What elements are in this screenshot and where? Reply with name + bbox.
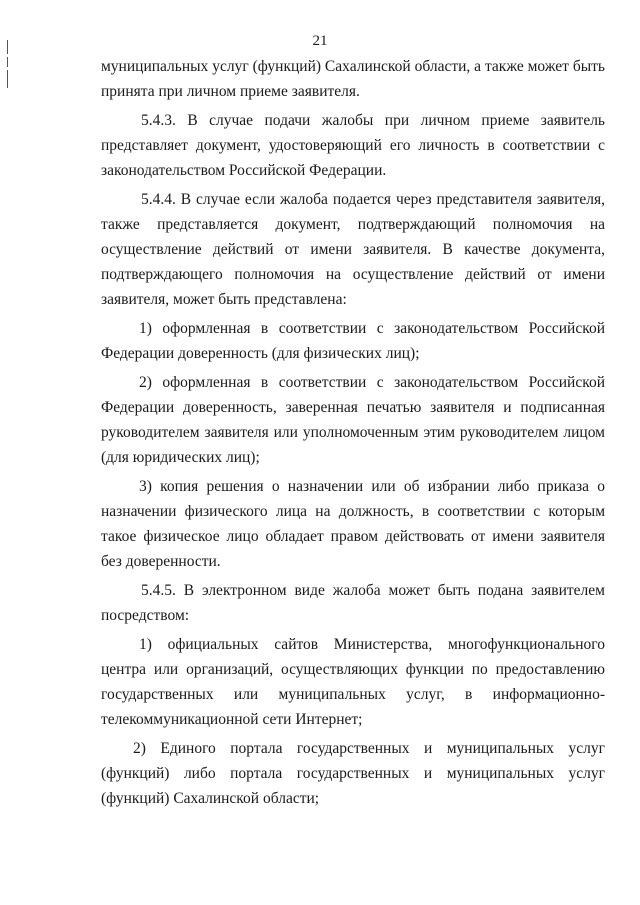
list-item-1-official-sites: 1) официальных сайтов Министерства, многофункционального центра или организаций, осуществляющих функции по предоставлению государственных или муниципальных услуг, в информационно-телекоммуникационной сети Интернет; — [101, 636, 605, 728]
paragraph-5-4-3: 5.4.3. В случае подачи жалобы при личном приеме заявитель представляет документ, удостоверяющий его личность в соответствии с законодательством Российской Федерации. — [101, 112, 605, 179]
document-body — [101, 54, 605, 811]
paragraph-continuation: муниципальных услуг (функций) Сахалинской области, а также может быть принята при личном приеме заявителя. — [101, 58, 605, 100]
paragraph-5-4-5: 5.4.5. В электронном виде жалоба может быть подана заявителем посредством: — [101, 582, 605, 624]
list-item-3-appointment-copy: 3) копия решения о назначении или об избрании либо приказа о назначении физического лица на должность, в соответствии с которым такое физическое лицо обладает правом действовать от имени заявителя без доверенности. — [101, 478, 605, 570]
list-item-1-individuals: 1) оформленная в соответствии с законодательством Российской Федерации доверенность (для физических лиц); — [101, 320, 605, 362]
list-item-2-unified-portal: 2) Единого портала государственных и муниципальных услуг (функций) либо портала государственных и муниципальных услуг (функций) Сахалинской области; — [101, 740, 605, 807]
page-number: 21 — [312, 33, 328, 49]
paragraph-5-4-4: 5.4.4. В случае если жалоба подается через представителя заявителя, также представляется документ, подтверждающий полномочия на осуществление действий от имени заявителя. В качестве документа, подтверждающего полномочия на осуществление действий от имени заявителя, может быть представлена: — [101, 191, 605, 308]
list-item-2-legal-entities: 2) оформленная в соответствии с законодательством Российской Федерации доверенность, заверенная печатью заявителя и подписанная руководителем заявителя или уполномоченным этим руководителем лицом (для юридических лиц); — [101, 374, 605, 466]
